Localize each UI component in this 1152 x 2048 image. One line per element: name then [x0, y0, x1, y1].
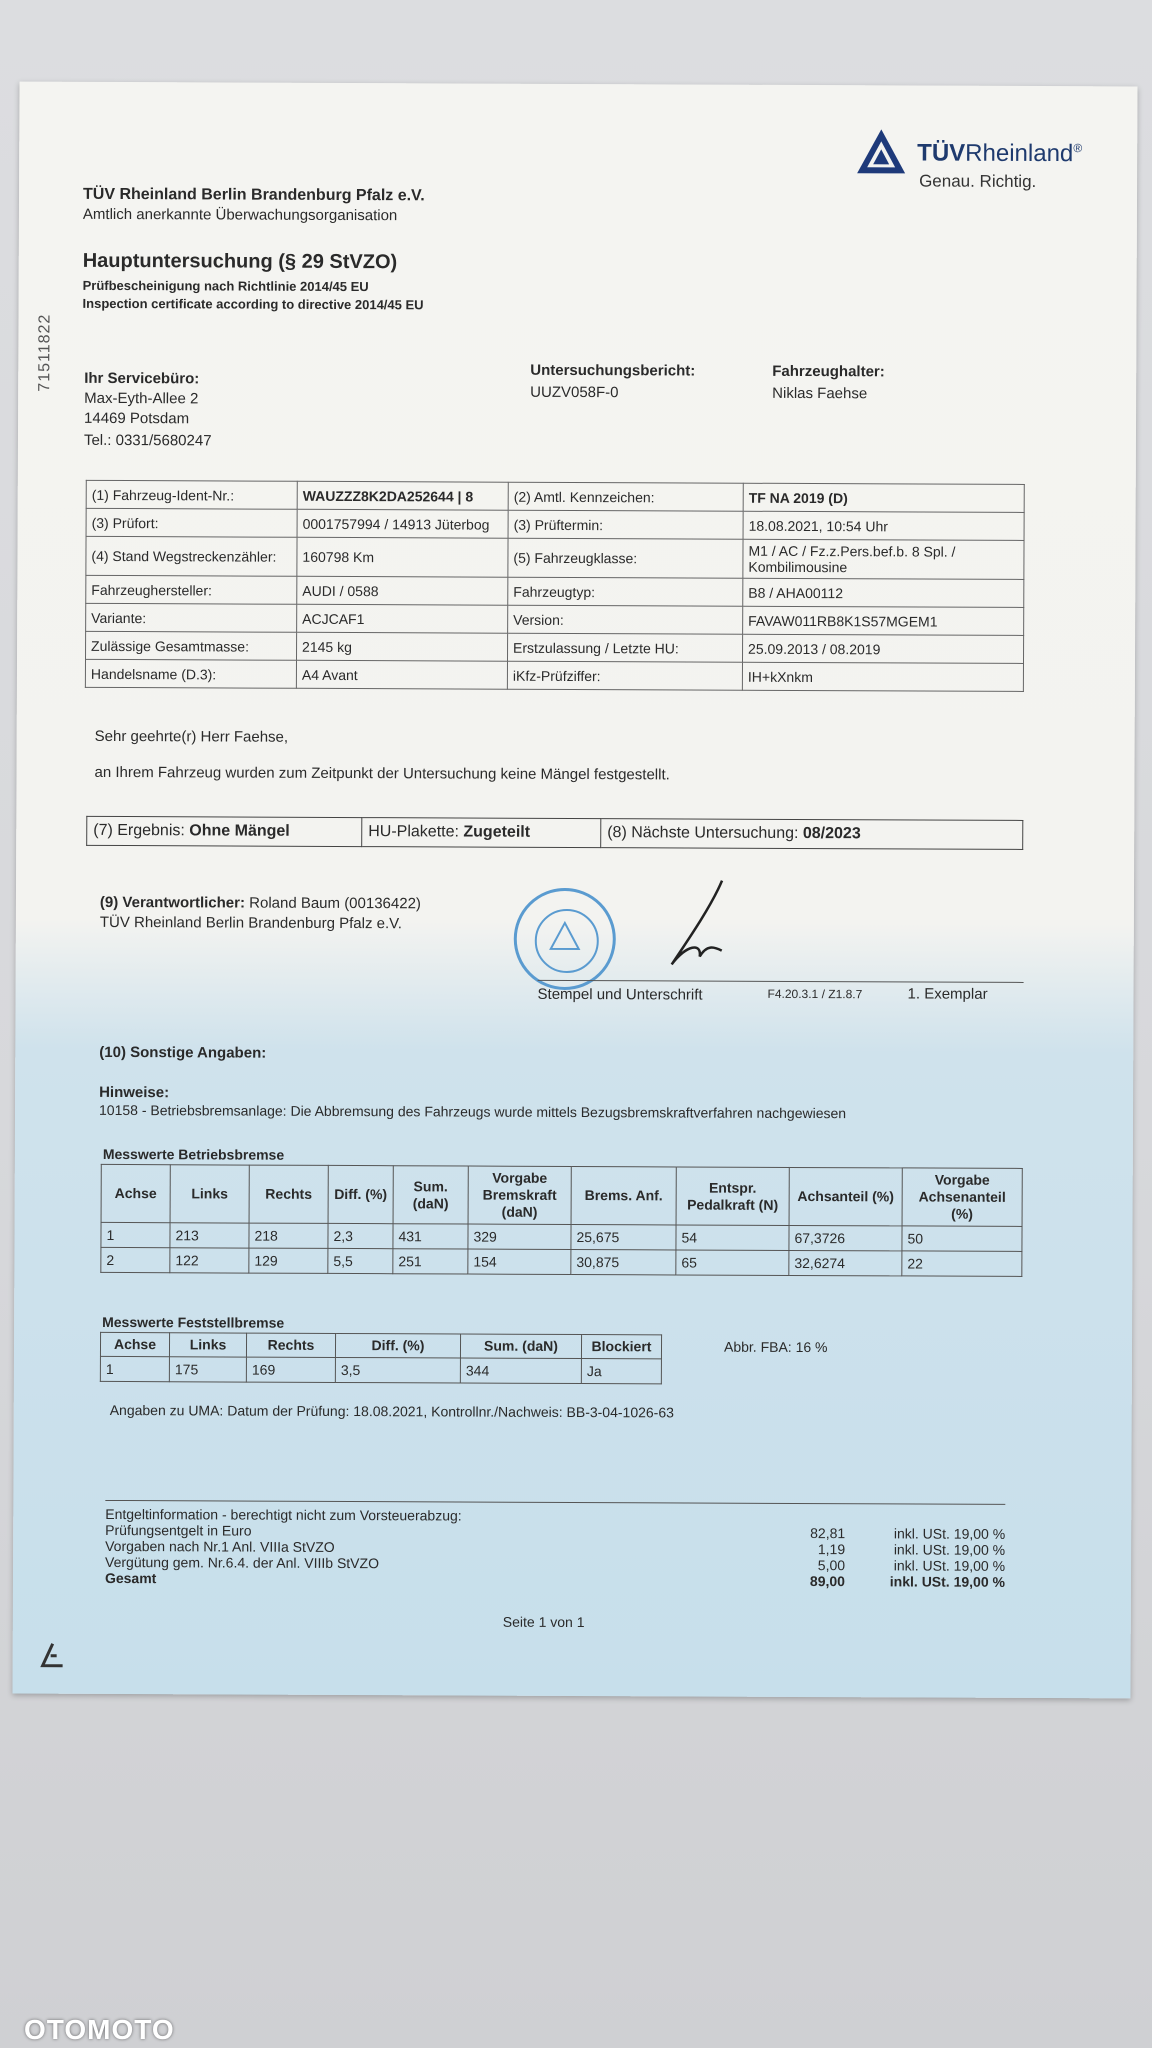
hinweise-text: 10158 - Betriebsbremsanlage: Die Abbremsung des Fahrzeugs wurde mittels Bezugsbremskraftverfahren nachgewiesen — [99, 1101, 847, 1122]
info-row: (1) Fahrzeug-Ident-Nr.: WAUZZZ8K2DA252644 | 8 (2) Amtl. Kennzeichen: TF NA 2019 (D) — [86, 480, 1024, 512]
otomoto-watermark: OTOMOTO — [24, 2014, 175, 2045]
tuv-triangle-logo-icon — [855, 127, 907, 175]
table-header-row: Achse Links Rechts Diff. (%) Sum. (daN) Blockiert — [100, 1332, 661, 1358]
report-label: Untersuchungsbericht: — [530, 361, 696, 380]
slogan: Genau. Richtig. — [919, 171, 1037, 192]
report-value: UUZV058F-0 — [530, 383, 619, 402]
fee-row: Vorgaben nach Nr.1 Anl. VIIIa StVZO 1,19 inkl. USt. 19,00 % — [105, 1537, 1006, 1558]
fee-total: Gesamt 89,00 inkl. USt. 19,00 % — [104, 1569, 1006, 1590]
signature-icon — [652, 874, 762, 974]
servicebuero-street: Max-Eyth-Allee 2 — [84, 389, 199, 408]
info-row: (3) Prüfort: 0001757994 / 14913 Jüterbog (3) Prüftermin: 18.08.2021, 10:54 Uhr — [86, 508, 1024, 540]
info-row: Zulässige Gesamtmasse: 2145 kg Erstzulassung / Letzte HU: 25.09.2013 / 08.2019 — [86, 631, 1024, 663]
certificate-paper — [12, 82, 1137, 1699]
result-ergebnis: (7) Ergebnis: Ohne Mängel — [87, 816, 362, 846]
page-title: Hauptuntersuchung (§ 29 StVZO) — [82, 249, 398, 274]
corner-mark-icon — [39, 1642, 67, 1670]
info-row: (4) Stand Wegstreckenzähler: 160798 Km (5) Fahrzeugklasse: M1 / AC / Fz.z.Pers.bef.b. 8 Spl. / Kombilimousine — [86, 536, 1024, 579]
form-code: F4.20.3.1 / Z1.8.7 — [767, 986, 863, 1002]
fee-info — [105, 1506, 1005, 1590]
signature-line — [538, 980, 1024, 983]
org-subtitle: Amtlich anerkannte Überwachungsorganisation — [82, 205, 398, 225]
subtitle-de: Prüfbescheinigung nach Richtlinie 2014/45 EU — [82, 277, 369, 295]
servicebuero-label: Ihr Servicebüro: — [84, 369, 200, 388]
result-table — [86, 816, 1023, 850]
table-row: 1 213 218 2,3 431 329 25,675 54 67,3726 50 — [101, 1222, 1022, 1251]
holder-label: Fahrzeughalter: — [772, 362, 885, 381]
hinweise-label: Hinweise: — [99, 1083, 170, 1102]
serial-number: 71511822 — [36, 313, 54, 392]
table-row: 2 122 129 5,5 251 154 30,875 65 32,6274 22 — [101, 1247, 1022, 1276]
official-stamp — [514, 888, 616, 990]
responsible-org: TÜV Rheinland Berlin Brandenburg Pfalz e.V. — [99, 913, 403, 933]
copy-label: 1. Exemplar — [907, 985, 988, 1003]
org-name: TÜV Rheinland Berlin Brandenburg Pfalz e.V. — [82, 185, 425, 205]
fees-title: Entgeltinformation - berechtigt nicht zum Vorsteuerabzug: — [105, 1505, 462, 1524]
info-row: Fahrzeughersteller: AUDI / 0588 Fahrzeugtyp: B8 / AHA00112 — [86, 575, 1024, 607]
table-header-row: Achse Links Rechts Diff. (%) Sum. (daN) Vorgabe Bremskraft (daN) Brems. Anf. Entspr. Pedalkraft (N) Achsanteil (%) Vorgabe Achsenanteil (%) — [101, 1164, 1022, 1226]
betriebsbremse-table — [100, 1164, 1022, 1277]
info-row: Variante: ACJCAF1 Version: FAVAW011RB8K1S57MGEM1 — [86, 603, 1024, 635]
signature-caption: Stempel und Unterschrift — [537, 985, 703, 1004]
holder-value: Niklas Faehse — [772, 384, 868, 403]
greeting: Sehr geehrte(r) Herr Faehse, — [94, 727, 289, 746]
uma-info: Angaben zu UMA: Datum der Prüfung: 18.08.2021, Kontrollnr./Nachweis: BB-3-04-1026-63 — [109, 1401, 674, 1421]
page-info: Seite 1 von 1 — [502, 1613, 585, 1631]
fee-row: Prüfungsentgelt in Euro 82,81 inkl. USt. 19,00 % — [105, 1521, 1006, 1542]
subtitle-en: Inspection certificate according to directive 2014/45 EU — [82, 295, 424, 313]
feststellbremse-title: Messwerte Feststellbremse — [102, 1313, 285, 1331]
table-row: 1 175 169 3,5 344 Ja — [100, 1356, 661, 1383]
feststellbremse-table — [100, 1332, 662, 1384]
result-plakette: HU-Plakette: Zugeteilt — [362, 818, 601, 848]
result-next-inspection: (8) Nächste Untersuchung: 08/2023 — [601, 819, 1023, 850]
fees-divider — [105, 1500, 1005, 1505]
result-message: an Ihrem Fahrzeug wurden zum Zeitpunkt der Untersuchung keine Mängel festgestellt. — [94, 763, 670, 784]
betriebsbremse-title: Messwerte Betriebsbremse — [102, 1145, 285, 1163]
vehicle-info-table — [85, 480, 1025, 692]
tuv-brand: TÜVRheinland® — [917, 139, 1083, 168]
responsible: (9) Verantwortlicher: Roland Baum (00136422) — [99, 893, 421, 913]
servicebuero-phone: Tel.: 0331/5680247 — [83, 431, 212, 450]
info-row: Handelsname (D.3): A4 Avant iKfz-Prüfziffer: IH+kXnkm — [85, 659, 1023, 691]
abbr-fba: Abbr. FBA: 16 % — [723, 1338, 828, 1356]
fee-row: Vergütung gem. Nr.6.4. der Anl. VIIIb StVZO 5,00 inkl. USt. 19,00 % — [105, 1553, 1006, 1574]
sonstige-label: (10) Sonstige Angaben: — [99, 1043, 267, 1062]
servicebuero-city: 14469 Potsdam — [84, 409, 190, 428]
